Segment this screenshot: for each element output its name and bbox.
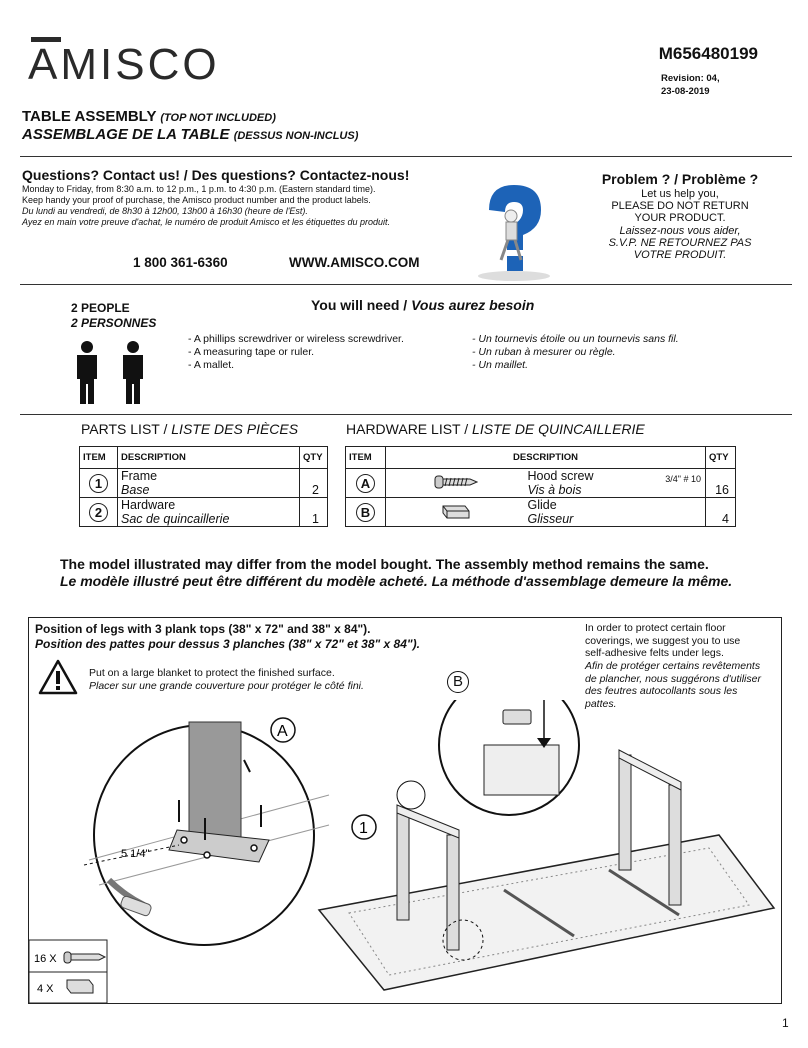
- tool-item: - A measuring tape or ruler.: [188, 346, 315, 358]
- warning-icon: [38, 659, 78, 695]
- tool-item-fr: - Un tournevis étoile ou un tournevis sans fil.: [472, 333, 679, 345]
- assembly-illustration: [29, 700, 781, 1003]
- revision-info: Revision: 04, 23-08-2019: [661, 73, 720, 97]
- felt-note-fr: Afin de protéger certains revêtements de plancher, nous suggérons d'utiliser des feutres autocollants sous les pattes.: [585, 660, 761, 710]
- table-row: A Hood screw Vis à bois 3/4" # 10 16: [346, 469, 736, 498]
- title-en: TABLE ASSEMBLY (TOP NOT INCLUDED): [22, 108, 276, 125]
- hardware-list-heading: HARDWARE LIST / LISTE DE QUINCAILLERIE: [346, 421, 645, 437]
- divider: [20, 414, 792, 415]
- problem-line: PLEASE DO NOT RETURN: [611, 200, 749, 212]
- problem-line: Let us help you,: [641, 188, 719, 200]
- callout-1: 1: [359, 820, 368, 837]
- table-row: 1 Frame Base 2: [80, 469, 328, 498]
- glide-icon: [439, 501, 473, 521]
- screw-icon: [434, 475, 478, 489]
- table-row: B Glide Glisseur 4: [346, 498, 736, 527]
- page-number: 1: [782, 1016, 789, 1030]
- problem-title: Problem ? / Problème ?: [601, 171, 759, 187]
- item-letter: B: [356, 503, 375, 522]
- phone-number[interactable]: 1 800 361-6360: [133, 255, 228, 270]
- item-number: 2: [89, 503, 108, 522]
- brand-logo: AMISCO: [28, 40, 220, 89]
- problem-line: VOTRE PRODUIT.: [633, 249, 727, 261]
- disclaimer-en: The model illustrated may differ from the model bought. The assembly method remains the same.: [60, 556, 709, 572]
- tool-item: - A mallet.: [188, 359, 235, 371]
- contact-title: Questions? Contact us! / Des questions? Contactez-nous!: [22, 167, 410, 183]
- glide-icon: [67, 980, 93, 993]
- two-people-icon: [72, 340, 152, 406]
- step-title-en: Position of legs with 3 plank tops (38" x 72" and 38" x 84").: [35, 622, 371, 636]
- people-count-en: 2 PEOPLE: [71, 301, 130, 315]
- problem-line: S.V.P. NE RETOURNEZ PAS: [608, 237, 752, 249]
- glide-count: 4 X: [37, 983, 54, 995]
- website-link[interactable]: WWW.AMISCO.COM: [289, 255, 420, 270]
- item-letter: A: [356, 474, 375, 493]
- contact-hours-en: Monday to Friday, from 8:30 a.m. to 12 p.m., 1 p.m. to 4:30 p.m. (Eastern standard time).: [22, 184, 376, 194]
- contact-hours-fr: Du lundi au vendredi, de 8h30 à 12h00, 13h00 à 16h30 (heure de l'Est).: [22, 206, 308, 216]
- tool-item-fr: - Un maillet.: [472, 359, 529, 371]
- parts-list-heading: PARTS LIST / LISTE DES PIÈCES: [81, 421, 299, 437]
- warning-text-fr: Placer sur une grande couverture pour protéger le côté fini.: [89, 680, 364, 692]
- warning-text-en: Put on a large blanket to protect the finished surface.: [89, 667, 335, 679]
- divider: [20, 284, 792, 285]
- disclaimer-fr: Le modèle illustré peut être différent du modèle acheté. La méthode d'assemblage demeure la même.: [60, 573, 733, 589]
- people-count-fr: 2 PERSONNES: [71, 316, 157, 330]
- problem-line: YOUR PRODUCT.: [634, 212, 726, 224]
- tool-item: - A phillips screwdriver or wireless screwdriver.: [188, 333, 404, 345]
- screw-count: 16 X: [34, 953, 57, 965]
- item-number: 1: [89, 474, 108, 493]
- divider: [20, 156, 792, 157]
- tools-title: You will need / Vous aurez besoin: [311, 297, 535, 313]
- parts-table: ITEM DESCRIPTION QTY 1 Frame Base 2 2 Hardware Sac de quincaillerie 1: [79, 446, 328, 527]
- felt-note-en: In order to protect certain floor coverings, we suggest you to use self-adhesive felts under legs.: [585, 622, 741, 659]
- problem-line: Laissez-nous vous aider,: [619, 225, 741, 237]
- measurement-label: 5 1/4": [121, 848, 150, 860]
- tool-item-fr: - Un ruban à mesurer ou règle.: [472, 346, 616, 358]
- contact-proof-en: Keep handy your proof of purchase, the Amisco product number and the product labels.: [22, 195, 371, 205]
- model-number: M656480199: [658, 44, 758, 63]
- callout-b: B: [447, 671, 469, 693]
- callout-a: A: [277, 723, 288, 740]
- step-title-fr: Position des pattes pour dessus 3 planches (38" x 72" et 38" x 84").: [35, 637, 420, 651]
- table-row: 2 Hardware Sac de quincaillerie 1: [80, 498, 328, 527]
- contact-proof-fr: Ayez en main votre preuve d'achat, le numéro de produit Amisco et les étiquettes du produit.: [22, 217, 391, 227]
- question-mark-icon: [471, 180, 557, 282]
- hardware-table: ITEM DESCRIPTION QTY A Hood screw Vis à bois 3/4" # 10 16 B Glide Glisseur 4: [345, 446, 736, 527]
- title-fr: ASSEMBLAGE DE LA TABLE (DESSUS NON-INCLUS): [22, 126, 359, 143]
